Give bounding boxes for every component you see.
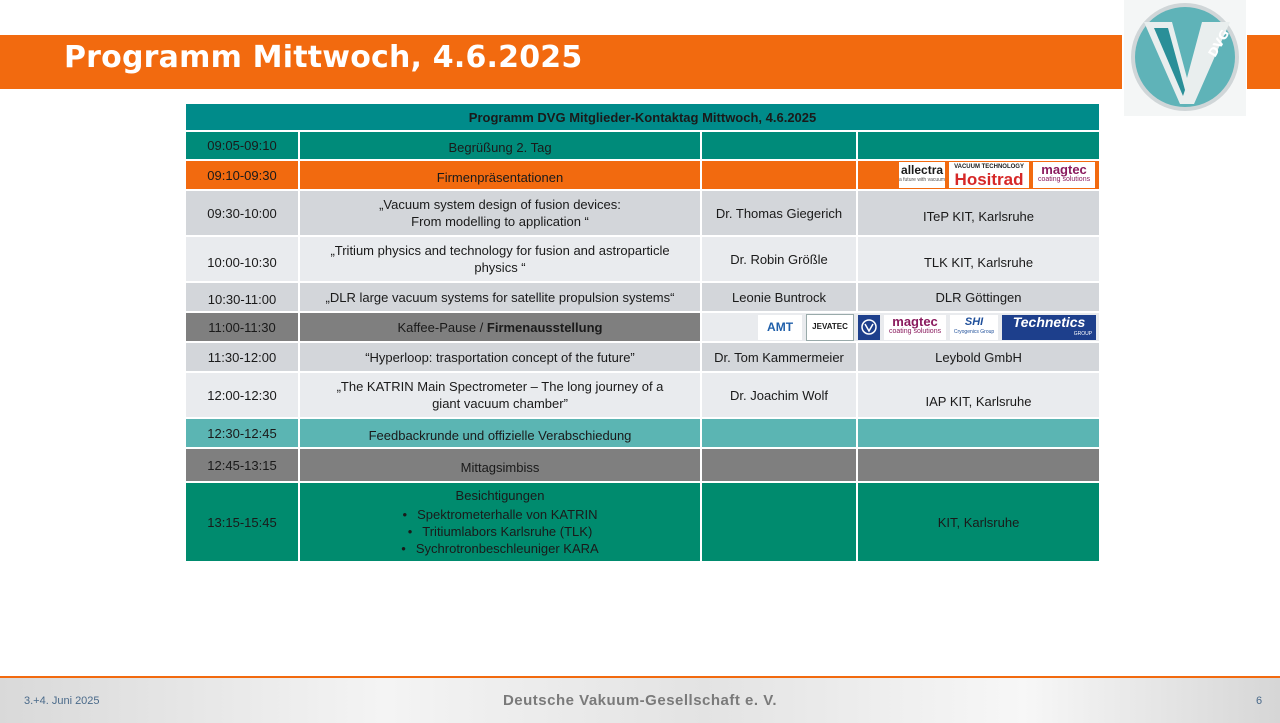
speaker-cell: Dr. Robin Größle	[701, 236, 857, 282]
place-cell	[857, 418, 1100, 448]
time-cell: 09:30-10:00	[185, 190, 299, 236]
technetics-logo: Technetics GROUP	[1002, 315, 1096, 340]
speaker-cell	[701, 448, 857, 482]
table-row	[185, 236, 1100, 282]
time-cell: 12:30-12:45	[185, 418, 299, 448]
speaker-cell	[701, 418, 857, 448]
title-cell: Mittagsimbiss	[299, 448, 701, 482]
hositrad-logo: VACUUM TECHNOLOGY Hositrad	[949, 162, 1029, 188]
time-cell: 10:00-10:30	[185, 236, 299, 282]
page-number: 6	[1256, 695, 1263, 707]
title-cell	[299, 312, 701, 342]
time-cell: 12:00-12:30	[185, 372, 299, 418]
speaker-cell	[701, 160, 857, 190]
speaker-cell	[701, 482, 857, 562]
table-row	[185, 418, 1100, 448]
title-cell: “Hyperloop: trasportation concept of the future”	[299, 342, 701, 372]
speaker-cell: Dr. Thomas Giegerich	[701, 190, 857, 236]
title-cell	[299, 372, 701, 418]
place-cell: IAP KIT, Karlsruhe	[857, 372, 1100, 418]
title-part-b: Firmenausstellung	[486, 319, 603, 335]
place-cell	[857, 131, 1100, 160]
title-line-1: „The KATRIN Main Spectrometer – The long journey of a	[336, 379, 664, 394]
table-row	[185, 160, 1100, 190]
place-cell: ITeP KIT, Karlsruhe	[857, 190, 1100, 236]
footer-organization: Deutsche Vakuum-Gesellschaft e. V.	[502, 692, 778, 709]
list-item: • Spektrometerhalle von KATRIN	[306, 506, 694, 523]
table-row	[185, 372, 1100, 418]
place-cell	[857, 448, 1100, 482]
footer-date: 3.+4. Juni 2025	[24, 695, 100, 707]
time-cell: 13:15-15:45	[185, 482, 299, 562]
place-cell: DLR Göttingen	[857, 282, 1100, 312]
title-cell: „DLR large vacuum systems for satellite propulsion systems“	[299, 282, 701, 312]
table-header	[185, 103, 1100, 131]
time-cell: 09:05-09:10	[185, 131, 299, 160]
title-line-2: From modelling to application “	[411, 214, 589, 229]
logo-text: DVG	[1205, 27, 1233, 60]
table-row	[185, 190, 1100, 236]
speaker-cell: Leonie Buntrock	[701, 282, 857, 312]
table-row	[185, 482, 1100, 562]
title-cell: Firmenpräsentationen	[299, 160, 701, 190]
title-line-2: giant vacuum chamber”	[432, 396, 568, 411]
jevatec-emblem-icon	[858, 315, 880, 340]
title-bar-right	[1247, 35, 1280, 89]
time-cell: 09:10-09:30	[185, 160, 299, 190]
visits-list	[306, 506, 694, 557]
time-cell: 11:00-11:30	[185, 312, 299, 342]
title-line-1: „Tritium physics and technology for fusion and astroparticle	[330, 243, 670, 258]
amt-logo: AMT	[758, 315, 802, 340]
sponsor-logos-cell	[857, 160, 1100, 190]
table-row	[185, 131, 1100, 160]
list-item: • Tritiumlabors Karlsruhe (TLK)	[306, 523, 694, 540]
exhibitor-logos	[702, 314, 1096, 341]
program-table	[184, 102, 1101, 563]
speaker-cell	[701, 131, 857, 160]
table-row	[185, 342, 1100, 372]
time-cell: 12:45-13:15	[185, 448, 299, 482]
table-row	[185, 448, 1100, 482]
table-row	[185, 282, 1100, 312]
title-cell	[299, 236, 701, 282]
shi-logo: SHI Cryogenics Group	[950, 315, 998, 340]
magtec-logo: magtec coating solutions	[884, 315, 946, 340]
exhibitor-logos-cell	[701, 312, 1100, 342]
speaker-cell: Dr. Joachim Wolf	[701, 372, 857, 418]
title-part-a: Kaffee-Pause /	[397, 319, 487, 335]
sponsor-logos	[858, 162, 1095, 188]
allectra-logo: allectra a future with vacuum	[899, 162, 945, 188]
table-row	[185, 312, 1100, 342]
time-cell: 10:30-11:00	[185, 282, 299, 312]
speaker-cell: Dr. Tom Kammermeier	[701, 342, 857, 372]
title-cell	[299, 190, 701, 236]
dvg-logo	[1124, 0, 1246, 116]
place-cell: Leybold GmbH	[857, 342, 1100, 372]
title-cell	[299, 482, 701, 562]
place-cell: KIT, Karlsruhe	[857, 482, 1100, 562]
visits-heading: Besichtigungen	[455, 488, 545, 503]
list-item: • Sychrotronbeschleuniger KARA	[306, 540, 694, 557]
place-cell: TLK KIT, Karlsruhe	[857, 236, 1100, 282]
title-line-1: „Vacuum system design of fusion devices:	[379, 197, 621, 212]
title-line-2: physics “	[474, 260, 526, 275]
table-header-text: Programm DVG Mitglieder-Kontaktag Mittwoch, 4.6.2025	[185, 103, 1100, 131]
jevatec-logo: JEVATEC	[806, 314, 854, 341]
magtec-logo: magtec coating solutions	[1033, 162, 1095, 188]
title-cell: Begrüßung 2. Tag	[299, 131, 701, 160]
title-cell: Feedbackrunde und offizielle Verabschiedung	[299, 418, 701, 448]
slide-title: Programm Mittwoch, 4.6.2025	[64, 40, 583, 75]
time-cell: 11:30-12:00	[185, 342, 299, 372]
